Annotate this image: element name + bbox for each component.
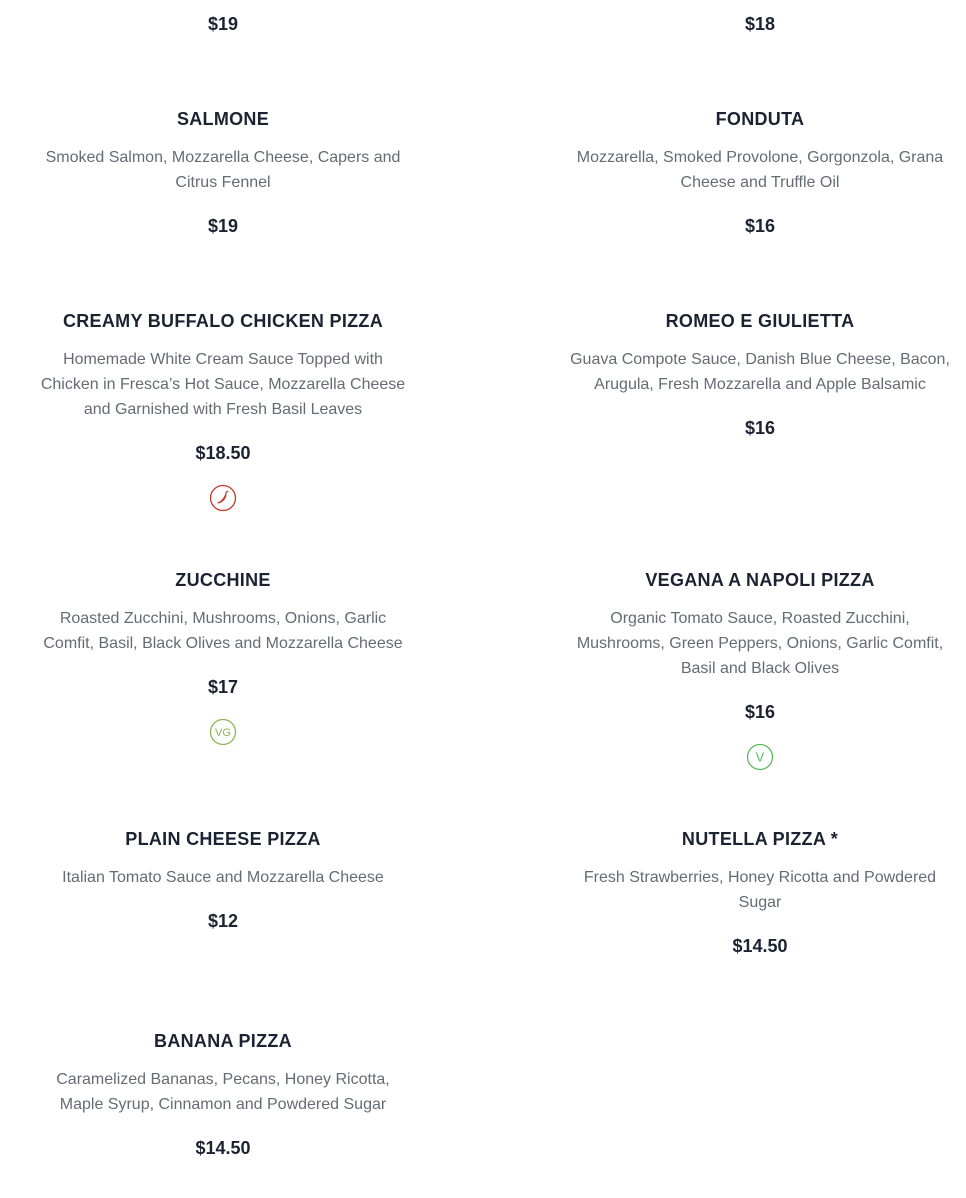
- item-description: Organic Tomato Sauce, Roasted Zucchini, Mushrooms, Green Peppers, Onions, Garlic Comfit, Basil and Black Olives: [576, 610, 944, 677]
- svg-text:V: V: [755, 749, 765, 765]
- menu-item: [570, 569, 950, 771]
- menu-item: [33, 828, 413, 932]
- svg-text:VG: VG: [215, 727, 231, 739]
- item-description: Roasted Zucchini, Mushrooms, Onions, Garlic Comfit, Basil, Black Olives and Mozzarella Cheese: [43, 610, 403, 652]
- item-description: Mozzarella, Smoked Provolone, Gorgonzola, Grana Cheese and Truffle Oil: [576, 149, 944, 191]
- menu-item: [33, 108, 413, 237]
- item-price: $14.50: [195, 1138, 251, 1158]
- item-price: $17: [207, 677, 239, 697]
- item-price: $19: [207, 14, 239, 34]
- item-name: SALMONE: [176, 109, 270, 129]
- item-price: $18: [744, 14, 776, 34]
- menu-item: [570, 108, 950, 237]
- item-description: Homemade White Cream Sauce Topped with Chicken in Fresca’s Hot Sauce, Mozzarella Cheese and Garnished with Fresh Basil Leaves: [40, 351, 406, 418]
- item-name: VEGANA A NAPOLI PIZZA: [645, 570, 875, 590]
- item-description: Italian Tomato Sauce and Mozzarella Cheese: [62, 869, 384, 886]
- item-description: Fresh Strawberries, Honey Ricotta and Powdered Sugar: [583, 869, 937, 911]
- item-price: $18.50: [195, 443, 251, 463]
- item-price: $16: [744, 216, 776, 236]
- item-name: BANANA PIZZA: [154, 1031, 292, 1051]
- item-price: $14.50: [732, 936, 788, 956]
- item-price: $19: [207, 216, 239, 236]
- item-price: $12: [207, 911, 239, 931]
- item-name: NUTELLA PIZZA *: [681, 829, 839, 849]
- item-description: Guava Compote Sauce, Danish Blue Cheese, Bacon, Arugula, Fresh Mozzarella and Apple Balsamic: [570, 351, 950, 393]
- item-name: PLAIN CHEESE PIZZA: [125, 829, 321, 849]
- menu-item: [33, 569, 413, 746]
- chili-pepper-icon: [209, 484, 237, 512]
- vegan-icon: [746, 743, 774, 771]
- menu-item: [33, 310, 413, 512]
- vegetarian-icon: [209, 718, 237, 746]
- menu-item: [33, 13, 413, 35]
- item-name: FONDUTA: [715, 109, 805, 129]
- item-price: $16: [744, 418, 776, 438]
- menu-item: [570, 310, 950, 439]
- item-name: ROMEO E GIULIETTA: [665, 311, 855, 331]
- menu-item: [33, 1030, 413, 1159]
- item-name: ZUCCHINE: [175, 570, 271, 590]
- item-name: CREAMY BUFFALO CHICKEN PIZZA: [62, 311, 384, 331]
- menu-item: [570, 828, 950, 957]
- item-description: Caramelized Bananas, Pecans, Honey Ricotta, Maple Syrup, Cinnamon and Powdered Sugar: [56, 1071, 390, 1113]
- item-description: Smoked Salmon, Mozzarella Cheese, Capers and Citrus Fennel: [45, 149, 401, 191]
- item-price: $16: [744, 702, 776, 722]
- menu-item: [570, 13, 950, 35]
